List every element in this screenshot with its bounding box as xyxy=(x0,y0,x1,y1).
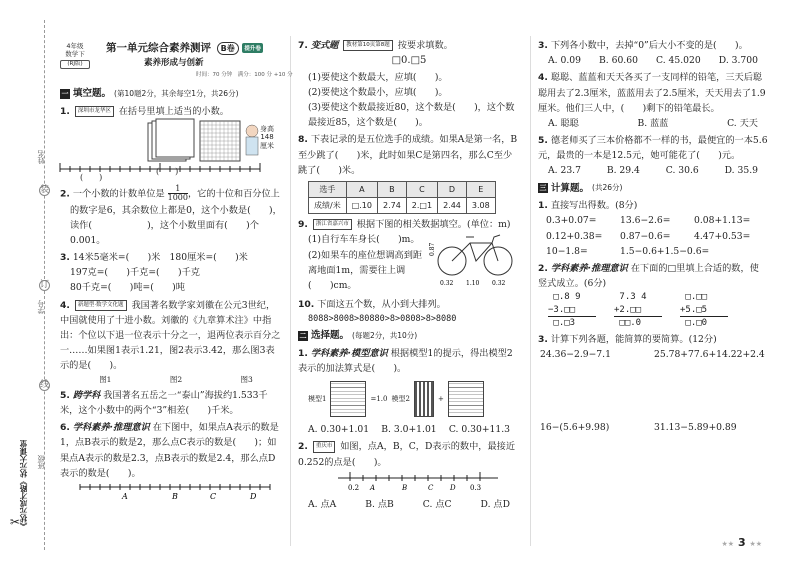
calc-question-1 xyxy=(538,198,768,259)
section-note: (每题2分，共10分) xyxy=(352,330,418,340)
vertical-calc-2: 7.3 4 +2.□□ □□.0 xyxy=(614,291,662,330)
section-calc xyxy=(538,181,768,197)
table-cell: A xyxy=(346,181,377,197)
q-source-tag: 重庆市 xyxy=(313,441,336,452)
paper-tag: 提升卷 xyxy=(242,43,263,53)
q-number: 2. xyxy=(60,188,70,200)
section-title: 计算题。 xyxy=(551,182,590,194)
q-text: 下面这五个数，从小到大排列。 xyxy=(317,299,446,311)
choice-options xyxy=(538,53,768,68)
model-1-square xyxy=(330,381,366,417)
q-text: ，它的十位和百分位上 xyxy=(187,188,280,200)
column-2 xyxy=(298,36,520,512)
question-9 xyxy=(298,217,520,293)
q-text: (1)自行车车身长( )m。 xyxy=(308,234,420,246)
q4-figures xyxy=(60,374,282,386)
q-text: 德老师买了三本价格都不一样的书，最便宜的一本5.6元，最贵的一本是12.5元，她可能花了( )元。 xyxy=(538,135,768,162)
table-cell: C xyxy=(406,181,437,197)
table-cell: 3.08 xyxy=(466,198,495,214)
choice-a[interactable]: A. 23.7 xyxy=(548,165,581,177)
section-number-icon: 一 xyxy=(61,89,69,98)
choice-a[interactable]: A. 0.09 xyxy=(548,55,581,67)
bind-circle-2: 订 xyxy=(40,280,50,290)
table-cell: 2.□1 xyxy=(406,198,437,214)
q-text: 一个小数的计数单位是 xyxy=(72,188,165,200)
choice-question-4 xyxy=(538,70,768,131)
q-text: 在下图中，如果点A表示的数是1，点B表示的数是2，那么点C表示的数是( )；如果点A表示的数是2.3，点B表示的数是2.4，那么点D表示的数是( )。 xyxy=(60,422,279,479)
choice-c[interactable]: C. 0.30+11.3 xyxy=(448,424,510,436)
choice-question-5 xyxy=(538,133,768,179)
choice-d[interactable]: D. 3.700 xyxy=(718,55,758,67)
vertical-calc-3: □.□□ +5.□5 □.□0 xyxy=(680,291,728,330)
question-3 xyxy=(60,250,282,296)
question-10 xyxy=(298,297,520,326)
point-D: D xyxy=(250,491,257,501)
question-8 xyxy=(298,132,520,214)
choice-options xyxy=(538,116,768,131)
choice-c[interactable]: C. 天天 xyxy=(727,117,758,129)
section-choice xyxy=(298,328,520,344)
q-text: 在括号里填上适当的小数。 xyxy=(118,105,229,117)
fraction xyxy=(168,185,188,203)
table-cell: D xyxy=(438,181,467,197)
model-2-square xyxy=(448,381,484,417)
choice-c[interactable]: C. 30.6 xyxy=(665,165,699,177)
fig-label: 图1 xyxy=(99,374,112,384)
q-text: 读作( )，这个小数里面有( )个 xyxy=(70,219,259,231)
q-number: 4. xyxy=(60,299,70,311)
q-number: 4. xyxy=(538,72,548,84)
question-5 xyxy=(60,388,282,418)
fig-label: 图3 xyxy=(240,374,253,384)
answer-blank: ( ) xyxy=(80,172,103,182)
q-text: (2)要使这个数最小，应填( )。 xyxy=(308,86,448,98)
q-text: 的数字是6，其余数位上都是0，这个小数是( )， xyxy=(70,204,282,216)
column-divider xyxy=(530,36,531,546)
choice-c[interactable]: C. 45.020 xyxy=(656,55,701,67)
bicycle-figure xyxy=(430,229,520,289)
question-1 xyxy=(60,104,282,119)
calc-question-2 xyxy=(538,261,768,330)
table-cell: □.10 xyxy=(346,198,377,214)
q-text: 根据模型1的提示，得出模型2表示的加法算式是( )。 xyxy=(298,347,513,375)
calc-item: 10−1.8= xyxy=(546,245,588,257)
q-text: 14米5毫米=( )米 180厘米=( )米 xyxy=(72,252,248,264)
table-row xyxy=(309,198,496,214)
q-text: 如图，点A，B，C，D表示的数中，最接近0.252的点是( )。 xyxy=(298,441,516,468)
frac-num: 1 xyxy=(168,185,188,194)
subject-text: 数学下 xyxy=(65,50,85,59)
model-figure: 模型1 =1.0 模型2 + xyxy=(298,376,520,422)
q-text: (2)如果车的座位想调高到距离地面1m，需要往上调( )cm。 xyxy=(308,249,423,291)
choice-options xyxy=(298,422,520,437)
q-number: 3. xyxy=(60,252,70,264)
q-number: 1. xyxy=(60,105,70,117)
q-text: 下列各小数中，去掉“0”后大小不变的是( )。 xyxy=(550,40,748,51)
table-cell: B xyxy=(377,181,406,197)
section-note: (共26分) xyxy=(592,183,623,193)
question-4 xyxy=(60,298,282,386)
point-D: D xyxy=(450,483,456,492)
calc-item: 0.3+0.07= xyxy=(546,215,597,227)
q10-sequence: 8088>8008>80880>8>0808>8>8080 xyxy=(308,314,457,325)
q-text: (1)要使这个数最大，应填( )。 xyxy=(308,71,448,83)
score-table xyxy=(308,181,496,214)
brand-text: 《状元成才路》状元大课堂 xyxy=(19,440,28,530)
model-2-bars xyxy=(414,381,434,417)
dim-label: 1.10 xyxy=(466,280,480,288)
point-B: B xyxy=(172,491,178,501)
page-number-text: 3 xyxy=(737,536,746,549)
calc-item: 1.5−0.6+1.5−0.6= xyxy=(620,245,710,257)
q-number: 10. xyxy=(298,299,315,311)
choice-c[interactable]: C. 点C xyxy=(422,499,452,510)
calc-grid xyxy=(538,213,768,259)
bind-circle-3: 线 xyxy=(40,380,50,390)
q-badge: 学科素养·模型意识 xyxy=(310,347,388,359)
fig-label: 图2 xyxy=(169,374,183,384)
q-number: 8. xyxy=(298,134,308,146)
calc-item: 0.08+1.13= xyxy=(694,215,751,227)
choice-a[interactable]: A. 点A xyxy=(308,499,337,510)
student-id-label: 学号 xyxy=(37,300,45,314)
choice-b[interactable]: B. 蓝蓝 xyxy=(637,117,669,129)
grade-box xyxy=(60,42,90,72)
class-label: 班级 xyxy=(37,455,45,469)
table-cell: 成绩/米 xyxy=(309,198,347,214)
axis-label: 0.2 xyxy=(348,483,360,492)
height-label-line: 厘米 xyxy=(260,141,274,150)
table-cell: 选手 xyxy=(309,181,347,197)
question-2 xyxy=(60,185,282,248)
vertical-calc-1: □.8 9 −3.□□ □.□3 xyxy=(548,291,596,330)
question-7 xyxy=(298,38,520,130)
q-number: 5. xyxy=(60,389,70,401)
q-source-tag: 深圳市龙华区 xyxy=(75,106,114,117)
star-icon: ★★ xyxy=(721,540,735,548)
q-number: 1. xyxy=(538,200,548,212)
bind-circle-1: 装 xyxy=(40,185,50,195)
q-number: 7. xyxy=(298,40,308,51)
q-source-tag: 浙江省嘉兴市 xyxy=(313,219,352,230)
calc-item: 25.78+77.6+14.22+2.4 xyxy=(654,349,765,361)
point-B: B xyxy=(402,483,408,492)
choice-question-1 xyxy=(298,346,520,438)
table-cell: E xyxy=(466,181,495,197)
point-A: A xyxy=(122,491,128,501)
q-number: 3. xyxy=(538,40,548,51)
model-label: 模型1 xyxy=(308,394,327,403)
choice-question-3 xyxy=(538,38,768,68)
column-1 xyxy=(60,86,282,506)
choice-a[interactable]: A. 聪聪 xyxy=(548,117,579,129)
section-note: (第10题2分，其余每空1分，共26分) xyxy=(114,88,239,98)
q7-number: □0.□5 xyxy=(391,55,427,67)
section-number-icon: 三 xyxy=(539,184,547,193)
choice-options xyxy=(298,497,520,512)
column-3 xyxy=(538,36,768,436)
paper-badge: B卷 xyxy=(217,42,239,55)
q-text: 在下面的□里填上合适的数，使竖式成立。(6分) xyxy=(538,262,759,290)
model-label: 模型2 xyxy=(391,394,410,403)
vertical-calcs xyxy=(538,291,768,330)
section-title: 填空题。 xyxy=(73,88,112,99)
choice-options xyxy=(538,163,768,178)
choice-b[interactable]: B. 3.0+1.01 xyxy=(381,424,437,436)
q-text: 我国著名五岳之一“泰山”海拔约1.533千米，这个小数中的两个“3”相差( )千米。 xyxy=(60,389,268,417)
table-cell: 2.74 xyxy=(377,198,406,214)
table-cell: 2.44 xyxy=(438,198,467,214)
dim-label: 0.32 xyxy=(440,280,454,288)
height-label-line: 148 xyxy=(260,133,274,142)
title-text: 第一单元综合素养测评 xyxy=(106,42,211,54)
grade-text: 4年级 xyxy=(66,42,84,50)
star-icon: ★★ xyxy=(749,540,762,548)
section-number-icon: 二 xyxy=(299,332,307,341)
q-source-tag: 新题型·数学文化题 xyxy=(75,300,127,311)
q-text: 80千克=( )吨=( )吨 xyxy=(70,282,185,294)
time-info: 时间：70 分钟 满分：100 分 +10 分 xyxy=(196,72,293,78)
q-number: 6. xyxy=(60,422,70,434)
calc-item: 16−(5.6+9.98) xyxy=(540,422,610,434)
question-6 xyxy=(60,420,282,506)
test-title xyxy=(106,40,263,55)
q-badge: 跨学科 xyxy=(72,389,101,401)
section-fill-blank xyxy=(60,86,282,102)
height-label xyxy=(260,125,274,150)
q1-figure xyxy=(60,119,282,183)
q-number: 9. xyxy=(298,219,308,231)
binding-margin xyxy=(0,0,52,569)
q-text: 聪聪、蓝蓝和天天各买了一支同样的铅笔，三天后聪聪用去了2.3厘米，蓝蓝用去了2.5厘米，天天用去了1.9厘米。他们三人中，( )剩下的铅笔最长。 xyxy=(538,72,766,114)
q6-number-line xyxy=(60,481,282,501)
q-text: 直接写出得数。(8分) xyxy=(550,200,638,212)
point-A: A xyxy=(370,483,376,492)
column-divider xyxy=(290,36,291,546)
edition-text: (RJ版) xyxy=(60,60,90,69)
frac-den: 1000 xyxy=(167,193,188,203)
calc-item: 24.36−2.9−7.1 xyxy=(540,349,611,361)
q-text: 197克=( )千克=( )千克 xyxy=(70,267,200,279)
test-header xyxy=(60,36,293,84)
q-text: 下表记录的是五位选手的成绩。如果A是第一名，B至少跳了( )米，此时如果C是第四名，那么C至少跳了( )米。 xyxy=(298,134,518,176)
axis-label: 0.3 xyxy=(470,483,482,492)
height-label-line: 身高 xyxy=(260,124,274,133)
choice-b[interactable]: B. 点B xyxy=(365,499,394,510)
q-number: 1. xyxy=(298,347,308,359)
calc-item: 0.87−0.6= xyxy=(620,230,671,242)
calc-item: 13.6−2.6= xyxy=(620,215,671,227)
calc-items xyxy=(538,347,768,435)
model-eq: =1.0 xyxy=(370,394,388,403)
q-badge: 变式题 xyxy=(310,40,339,51)
name-label: 姓名 xyxy=(37,150,45,164)
q-text: 根据下图的相关数据填空。(单位：m) xyxy=(356,219,511,231)
q-text: 按要求填数。 xyxy=(397,40,453,51)
section-title: 选择题。 xyxy=(311,330,350,342)
choice-b[interactable]: B. 60.60 xyxy=(599,55,638,67)
q-number: 2. xyxy=(538,262,548,274)
q-number: 5. xyxy=(538,135,548,147)
q-text: 我国著名数学家刘徽在公元3世纪，中国就使用了十进小数。刘徽的《九章算术注》中指出：个位以下退一位表示十分之一，退两位表示百分之一……如果图1表示1.21，图2表示3.42，那么图3表示的是( )。 xyxy=(60,299,281,372)
calc-item: 0.12+0.38= xyxy=(546,230,603,242)
page-number xyxy=(722,536,762,549)
q-number: 2. xyxy=(298,441,308,453)
scissors-icon: ✂ xyxy=(10,515,21,529)
table-row xyxy=(309,181,496,197)
point-C: C xyxy=(210,491,217,501)
calc-item: 31.13−5.89+0.89 xyxy=(654,422,737,434)
choice-question-2 xyxy=(298,439,520,512)
calc-item: 4.47+0.53= xyxy=(694,230,751,242)
test-subtitle: 素养形成与创新 xyxy=(144,58,204,68)
calc-question-3 xyxy=(538,332,768,436)
q-text: 计算下列各题，能简算的要简算。(12分) xyxy=(550,334,717,346)
q-text: (3)要使这个数最接近80，这个数是( )，这个数最接近85，这个数是( )。 xyxy=(308,102,515,129)
choice-b[interactable]: B. 29.4 xyxy=(606,165,640,177)
point-C: C xyxy=(428,483,434,492)
choice-d[interactable]: D. 35.9 xyxy=(724,165,758,177)
answer-blank: ( ) xyxy=(156,166,179,176)
q-badge: 学科素养·推理意识 xyxy=(72,422,150,434)
q-text: 0.001。 xyxy=(70,234,106,246)
s2-number-line xyxy=(298,470,520,492)
q-badge: 学科素养·推理意识 xyxy=(550,262,628,274)
dim-label: 0.32 xyxy=(492,280,506,288)
choice-d[interactable]: D. 点D xyxy=(480,499,510,510)
q-source-tag: 教材第10页第8题 xyxy=(343,40,393,51)
dim-label: 0.87 xyxy=(429,242,436,257)
q-number: 3. xyxy=(538,334,548,346)
choice-a[interactable]: A. 0.30+1.01 xyxy=(308,424,370,436)
